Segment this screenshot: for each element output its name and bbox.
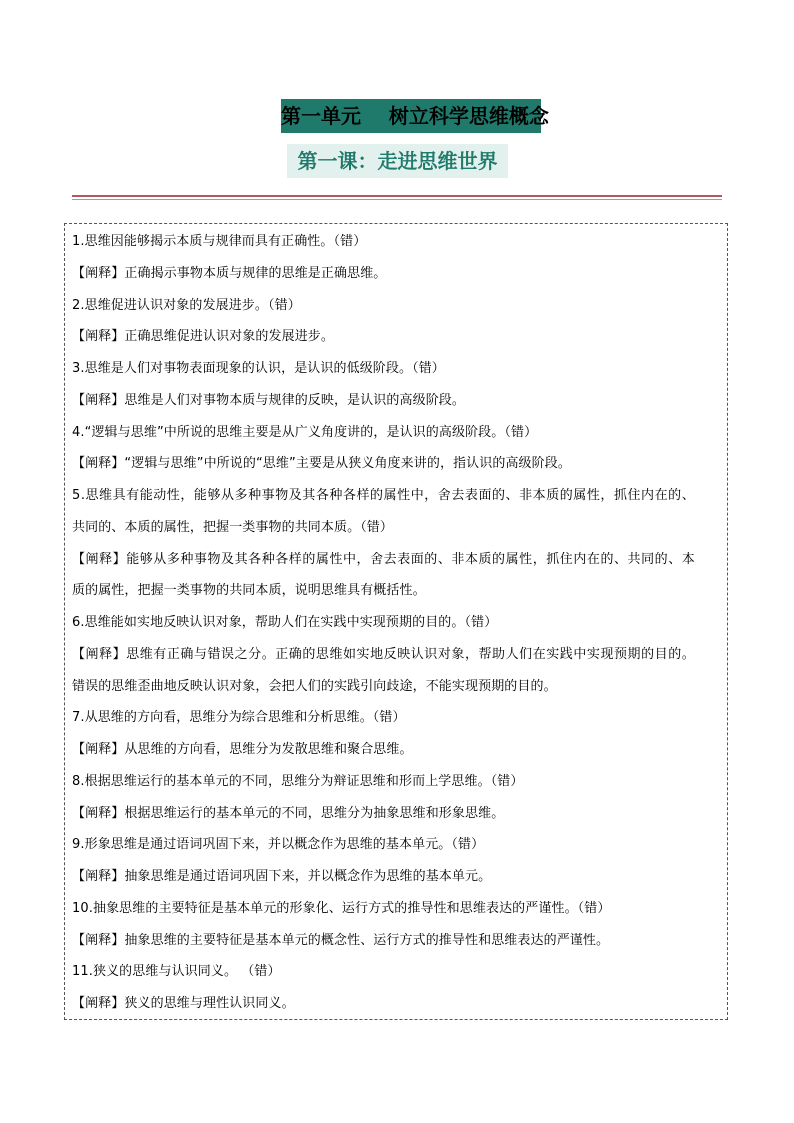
explanation-6-line-2: 错误的思维歪曲地反映认识对象，会把人们的实践引向歧途，不能实现预期的目的。: [72, 678, 557, 694]
title-divider-thin: [72, 199, 722, 200]
explanation-9: 【阐释】抽象思维是通过语词巩固下来，并以概念作为思维的基本单元。: [72, 869, 492, 884]
statement-10: 10.抽象思维的主要特征是基本单元的形象化、运行方式的推导性和思维表达的严谨性。（错）: [72, 900, 611, 916]
statement-2: 2.思维促进认识对象的发展进步。（错）: [72, 297, 301, 313]
statement-11: 11.狭义的思维与认识同义。 （错）: [72, 964, 281, 980]
explanation-5-line-1: 【阐释】能够从多种事物及其各种各样的属性中，舍去表面的、非本质的属性，抓住内在的、共同的、本: [72, 551, 696, 567]
explanation-2: 【阐释】正确思维促进认识对象的发展进步。: [72, 329, 335, 345]
explanation-6-line-1: 【阐释】思维有正确与错误之分。正确的思维如实地反映认识对象，帮助人们在实践中实现预期的目的。: [72, 646, 696, 662]
explanation-3: 【阐释】思维是人们对事物本质与规律的反映，是认识的高级阶段。: [72, 392, 466, 408]
statement-4: 4.“逻辑与思维”中所说的思维主要是从广义角度讲的，是认识的高级阶段。（错）: [72, 424, 538, 440]
explanation-5-line-2: 质的属性，把握一类事物的共同本质，说明思维具有概括性。: [72, 583, 426, 599]
explanation-7: 【阐释】从思维的方向看，思维分为发散思维和聚合思维。: [72, 742, 413, 757]
explanation-11: 【阐释】狭义的思维与理性认识同义。: [72, 996, 295, 1011]
statement-6: 6.思维能如实地反映认识对象，帮助人们在实践中实现预期的目的。（错）: [72, 615, 498, 630]
statement-9: 9.形象思维是通过语词巩固下来，并以概念作为思维的基本单元。（错）: [72, 837, 485, 853]
statement-5-line-2: 共同的、本质的属性，把握一类事物的共同本质。（错）: [72, 519, 394, 535]
statement-1: 1.思维因能够揭示本质与规律而具有正确性。（错）: [72, 234, 367, 249]
lesson-title: 第一课：走进思维世界: [287, 144, 508, 178]
content-list: [72, 226, 722, 1020]
explanation-4: 【阐释】“逻辑与思维”中所说的“思维”主要是从狭义角度来讲的，指认识的高级阶段。: [72, 456, 571, 472]
statement-3: 3.思维是人们对事物表面现象的认识，是认识的低级阶段。（错）: [72, 361, 445, 376]
unit-title: 第一单元 树立科学思维概念: [281, 99, 541, 133]
statement-7: 7.从思维的方向看，思维分为综合思维和分析思维。（错）: [72, 710, 406, 726]
statement-5-line-1: 5.思维具有能动性，能够从多种事物及其各种各样的属性中，舍去表面的、非本质的属性，抓住内在的、: [72, 488, 696, 503]
explanation-10: 【阐释】抽象思维的主要特征是基本单元的概念性、运行方式的推导性和思维表达的严谨性。: [72, 932, 610, 948]
statement-8: 8.根据思维运行的基本单元的不同，思维分为辩证思维和形而上学思维。（错）: [72, 773, 524, 789]
title-divider-thick: [72, 195, 722, 197]
explanation-1: 【阐释】正确揭示事物本质与规律的思维是正确思维。: [72, 265, 387, 281]
explanation-8: 【阐释】根据思维运行的基本单元的不同，思维分为抽象思维和形象思维。: [72, 805, 505, 821]
